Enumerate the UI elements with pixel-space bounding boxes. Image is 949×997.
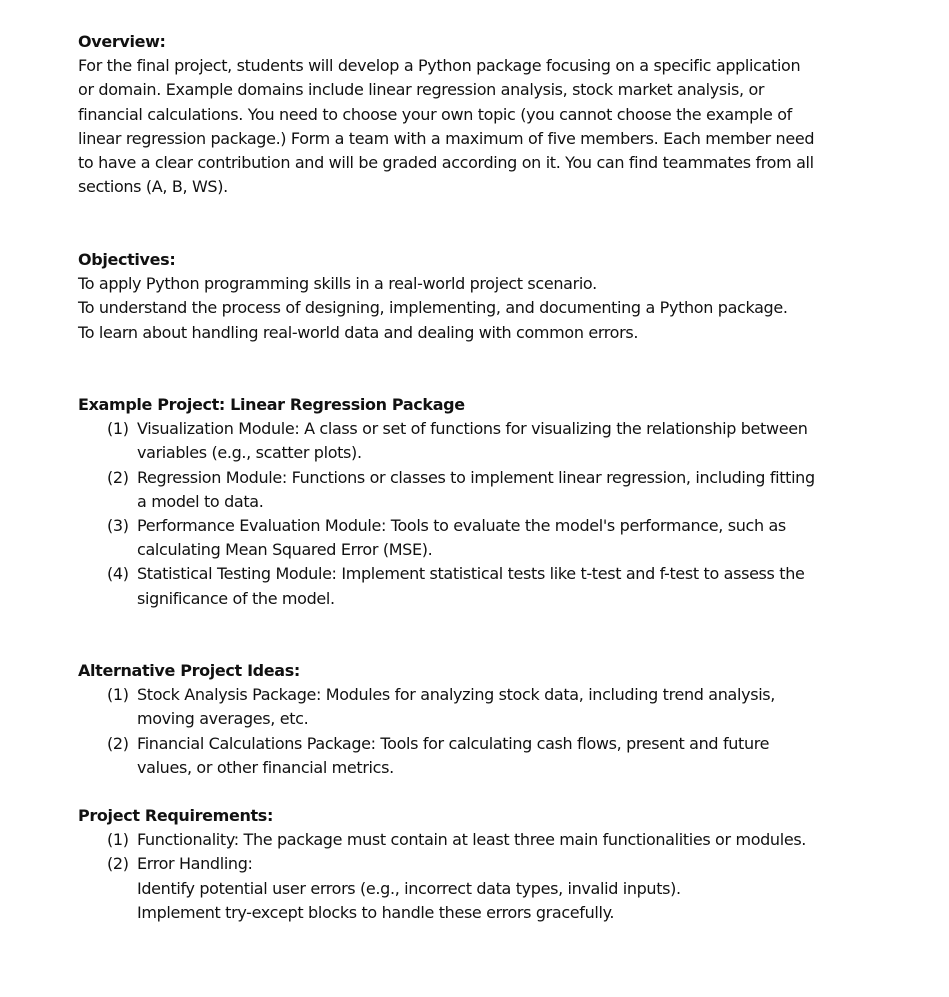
example-project-list — [78, 417, 938, 611]
list-item — [78, 852, 938, 876]
list-item — [78, 514, 938, 562]
list-item-text: variables (e.g., scatter plots). — [137, 443, 362, 463]
objectives-line: To learn about handling real-world data and dealing with common errors. — [78, 322, 639, 342]
requirements-subline: Identify potential user errors (e.g., incorrect data types, invalid inputs). — [137, 878, 681, 898]
overview-line: linear regression package.) Form a team with a maximum of five members. Each member need — [78, 128, 815, 148]
overview-heading: Overview: — [78, 32, 166, 51]
list-item — [78, 466, 938, 514]
list-item — [78, 732, 938, 780]
alternative-ideas-section — [78, 659, 938, 780]
list-item-number: (1) — [107, 830, 129, 850]
list-item-number: (2) — [107, 854, 129, 874]
objectives-heading: Objectives: — [78, 250, 176, 269]
list-item-number: (1) — [107, 685, 129, 705]
overview-line: sections (A, B, WS). — [78, 177, 228, 197]
list-item-text: moving averages, etc. — [137, 709, 309, 729]
list-item-number: (1) — [107, 419, 129, 439]
overview-line: or domain. Example domains include linear regression analysis, stock market analysis, or — [78, 80, 765, 100]
requirements-subline: Implement try-except blocks to handle these errors gracefully. — [137, 902, 615, 922]
overview-section — [78, 30, 938, 199]
objectives-line: To apply Python programming skills in a real-world project scenario. — [78, 274, 597, 294]
list-item-text: significance of the model. — [137, 588, 335, 608]
list-item-text: values, or other financial metrics. — [137, 757, 394, 777]
list-item-text: Statistical Testing Module: Implement statistical tests like t-test and f-test to assess the — [137, 564, 805, 584]
list-item-text: Regression Module: Functions or classes to implement linear regression, including fitting — [137, 467, 815, 487]
list-item-number: (3) — [107, 516, 129, 536]
list-item-number: (4) — [107, 564, 129, 584]
list-item-text: Error Handling: — [137, 854, 253, 874]
objectives-paragraph — [78, 272, 938, 345]
example-project-heading: Example Project: Linear Regression Package — [78, 395, 465, 414]
list-item-text: Stock Analysis Package: Modules for analyzing stock data, including trend analysis, — [137, 685, 776, 705]
list-item-number: (2) — [107, 467, 129, 487]
overview-line: financial calculations. You need to choose your own topic (you cannot choose the example of — [78, 104, 792, 124]
list-item — [78, 683, 938, 731]
objectives-section — [78, 248, 938, 345]
list-item-text: calculating Mean Squared Error (MSE). — [137, 540, 433, 560]
requirements-section — [78, 804, 938, 925]
list-item-text: Visualization Module: A class or set of functions for visualizing the relationship between — [137, 419, 808, 439]
overview-line: For the final project, students will develop a Python package focusing on a specific application — [78, 56, 801, 76]
requirements-list — [78, 828, 938, 876]
alternative-ideas-list — [78, 683, 938, 780]
list-item-text: Financial Calculations Package: Tools for calculating cash flows, present and future — [137, 733, 770, 753]
list-item — [78, 417, 938, 465]
overview-line: to have a clear contribution and will be graded according on it. You can find teammates from all — [78, 153, 814, 173]
requirements-heading: Project Requirements: — [78, 806, 274, 825]
list-item — [78, 828, 938, 852]
list-item — [78, 562, 938, 610]
list-item-text: a model to data. — [137, 491, 264, 511]
list-item-text: Performance Evaluation Module: Tools to evaluate the model's performance, such as — [137, 516, 786, 536]
example-project-section — [78, 393, 938, 611]
alternative-ideas-heading: Alternative Project Ideas: — [78, 661, 300, 680]
overview-paragraph — [78, 54, 938, 199]
list-item-text: Functionality: The package must contain at least three main functionalities or modules. — [137, 830, 807, 850]
objectives-line: To understand the process of designing, implementing, and documenting a Python package. — [78, 298, 788, 318]
list-item-number: (2) — [107, 733, 129, 753]
